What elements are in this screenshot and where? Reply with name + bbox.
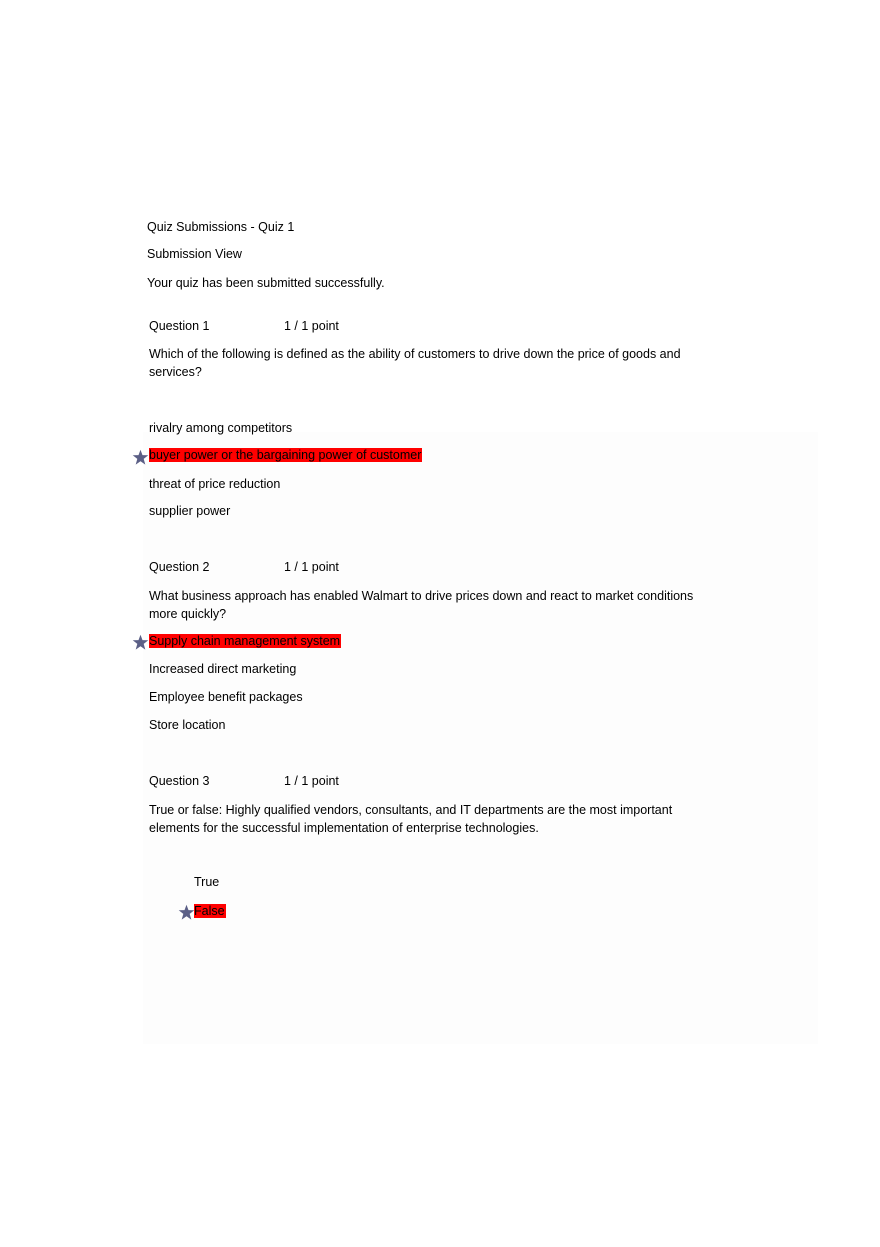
question-2-option-4[interactable]: Store location	[149, 718, 226, 732]
question-2-label: Question 2	[149, 560, 210, 574]
question-3-option-1[interactable]: True	[194, 875, 220, 889]
star-icon	[132, 634, 149, 651]
correct-answer-highlight: False	[194, 904, 225, 918]
question-2-option-3[interactable]: Employee benefit packages	[149, 690, 303, 704]
question-3-text: True or false: Highly qualified vendors, consultants, and IT departments are the most important elements for the successful implementation of enterprise technologies.	[149, 803, 673, 835]
answer-background-panel	[143, 432, 818, 1044]
question-1-option-2[interactable]	[149, 447, 422, 464]
question-1-option-3[interactable]: threat of price reduction	[149, 477, 281, 491]
correct-answer-highlight: Supply chain management system	[149, 634, 341, 648]
question-1-text: Which of the following is defined as the ability of customers to drive down the price of goods and services?	[149, 347, 681, 379]
page-title: Quiz Submissions - Quiz 1	[147, 220, 295, 234]
submission-status: Your quiz has been submitted successfully.	[147, 276, 385, 290]
question-3-label: Question 3	[149, 774, 210, 788]
star-icon	[178, 904, 195, 921]
question-2-text: What business approach has enabled Walmart to drive prices down and react to market conditions more quickly?	[149, 589, 694, 621]
question-1-label: Question 1	[149, 319, 210, 333]
submission-view-label: Submission View	[147, 247, 242, 261]
question-2-score: 1 / 1 point	[284, 560, 339, 574]
star-icon	[132, 449, 149, 466]
question-2-option-1[interactable]	[149, 633, 341, 650]
question-1-score: 1 / 1 point	[284, 319, 339, 333]
question-1-option-1[interactable]: rivalry among competitors	[149, 421, 293, 435]
question-3-score: 1 / 1 point	[284, 774, 339, 788]
question-2-option-2[interactable]: Increased direct marketing	[149, 662, 297, 676]
correct-answer-highlight: buyer power or the bargaining power of customer	[149, 448, 422, 462]
question-3-option-2[interactable]	[194, 903, 226, 920]
question-1-option-4[interactable]: supplier power	[149, 504, 231, 518]
